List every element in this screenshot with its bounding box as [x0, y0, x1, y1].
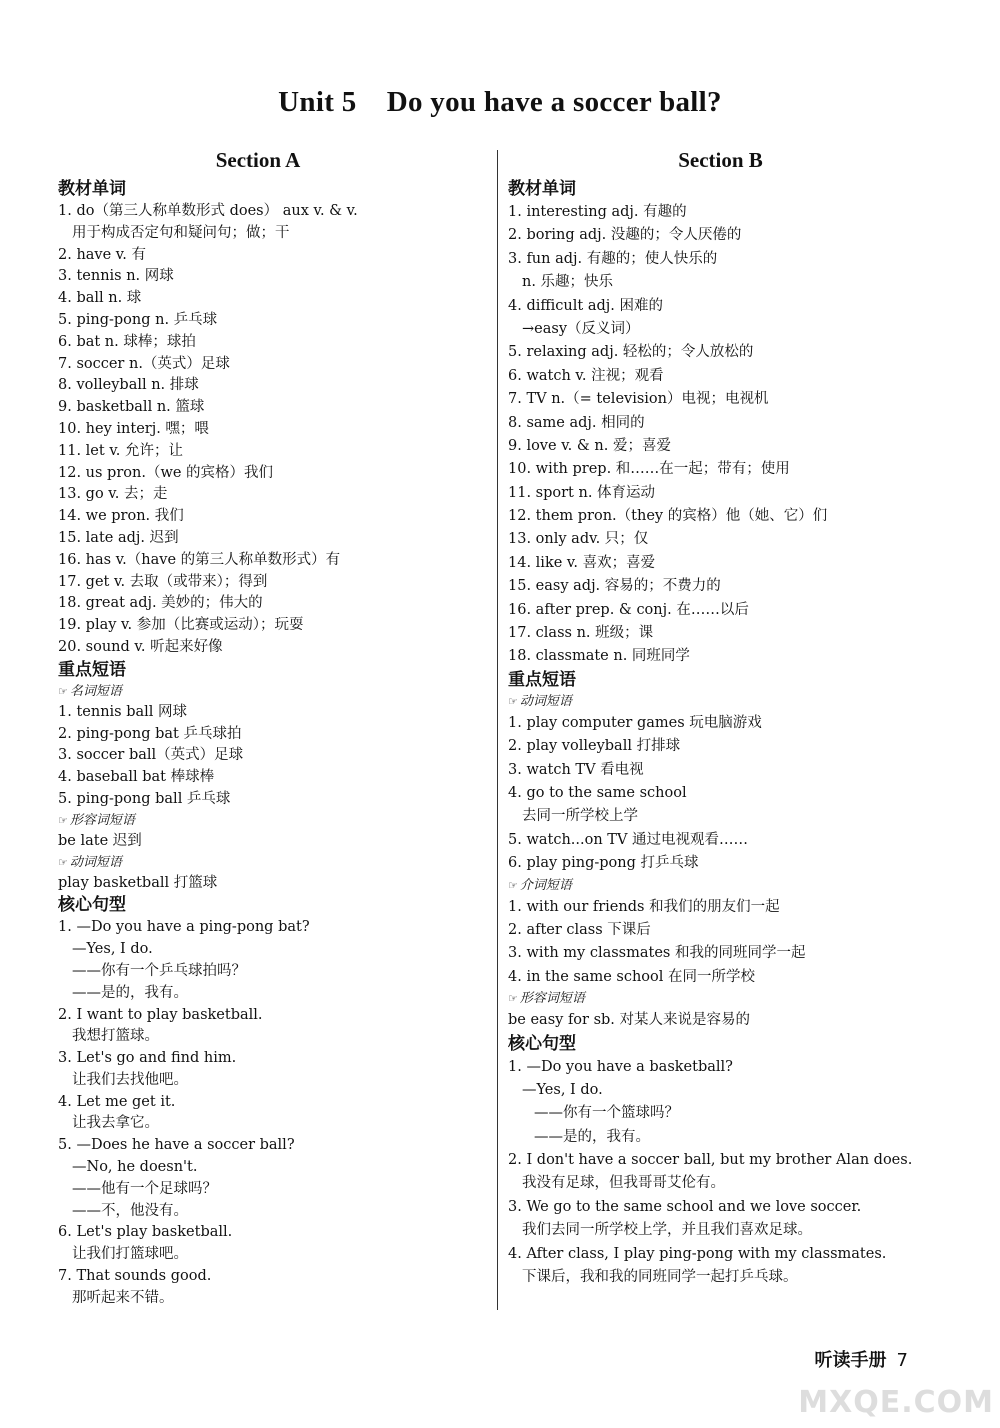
phrase-item: 1. play computer games 玩电脑游戏 — [508, 714, 762, 731]
vocab-item: 14. like v. 喜欢；喜爱 — [508, 554, 656, 571]
vocab-item: 2. have v. 有 — [58, 246, 146, 263]
vocab-item: 4. ball n. 球 — [58, 290, 142, 307]
vocab-item: 2. boring adj. 没趣的；令人厌倦的 — [508, 227, 742, 244]
vocab-item: 17. class n. 班级；课 — [508, 625, 654, 642]
sentence-line: 让我们去找他吧。 — [72, 1071, 188, 1088]
section-a — [58, 145, 488, 1310]
phrase-item: 2. play volleyball 打排球 — [508, 738, 681, 755]
verb-phrases-label: ☞ 动词短语 — [58, 854, 122, 870]
phrase-item: 3. watch TV 看电视 — [508, 761, 644, 778]
vocab-item: 15. late adj. 迟到 — [58, 529, 179, 546]
vocab-item: 1. interesting adj. 有趣的 — [508, 204, 687, 220]
sentence-line: 让我们打篮球吧。 — [72, 1246, 188, 1263]
sentence-line: —Yes, I do. — [522, 1081, 603, 1098]
sentence-line: —No, he doesn't. — [72, 1159, 198, 1176]
sentence-line: 下课后，我和我的同班同学一起打乒乓球。 — [522, 1269, 798, 1286]
arrow-icon: ☞ — [58, 684, 68, 698]
section-b-vocab-heading: 教材单词 — [508, 179, 576, 199]
phrase-item: 6. play ping-pong 打乒乓球 — [508, 855, 699, 872]
sentence-line: 2. I want to play basketball. — [58, 1006, 263, 1023]
vocab-item: 10. hey interj. 嘿；喂 — [58, 420, 209, 437]
sentence-line: ——是的，我有。 — [72, 984, 188, 1001]
vocab-item: →easy（反义词） — [522, 320, 640, 337]
vocab-item: 9. basketball n. 篮球 — [58, 399, 205, 416]
phrase-item: 2. after class 下课后 — [508, 921, 651, 938]
vocab-item: 11. let v. 允许；让 — [58, 442, 184, 459]
vocab-item: 13. only adv. 只；仅 — [508, 531, 649, 548]
vocab-item: 9. love v. & n. 爱；喜爱 — [508, 437, 671, 454]
vocab-item: 19. play v. 参加（比赛或运动）；玩耍 — [58, 617, 304, 634]
phrase-item: 1. with our friends 和我们的朋友们一起 — [508, 898, 780, 915]
sentence-line: 3. Let's go and find him. — [58, 1050, 237, 1067]
section-a-vocab-list — [58, 201, 488, 659]
column-divider — [497, 150, 498, 1310]
arrow-icon: ☞ — [508, 694, 518, 708]
section-a-title: Section A — [215, 148, 301, 172]
vocab-item: 3. tennis n. 网球 — [58, 268, 174, 285]
sentence-line: 4. After class, I play ping-pong with my classmates. — [508, 1245, 887, 1262]
arrow-icon: ☞ — [58, 813, 68, 827]
sentence-line: ——你有一个乒乓球拍吗？ — [72, 962, 246, 979]
phrase-item: 2. ping-pong bat 乒乓球拍 — [58, 725, 242, 742]
sentence-line: 我想打篮球。 — [72, 1028, 159, 1045]
arrow-icon: ☞ — [508, 878, 518, 892]
vocab-item: 1. do（第三人称单数形式 does） aux v. & v. — [58, 203, 358, 219]
phrase-item: 4. baseball bat 棒球棒 — [58, 769, 215, 786]
verb-phrases-label: ☞ 动词短语 — [508, 693, 572, 709]
adj-phrases-label: ☞ 形容词短语 — [508, 991, 585, 1007]
section-a-sentences-heading: 核心句型 — [58, 895, 126, 916]
sentence-line: 7. That sounds good. — [58, 1268, 212, 1285]
sentence-line: 那听起来不错。 — [72, 1289, 174, 1306]
arrow-icon: ☞ — [508, 992, 518, 1006]
vocab-item: 6. watch v. 注视；观看 — [508, 367, 664, 384]
phrase-item: be late 迟到 — [58, 832, 142, 849]
section-a-phrases-heading: 重点短语 — [58, 659, 126, 680]
vocab-item: 16. after prep. & conj. 在……以后 — [508, 601, 749, 618]
phrase-item: 5. watch...on TV 通过电视观看…… — [508, 831, 749, 848]
vocab-item: 用于构成否定句和疑问句；做；干 — [72, 224, 290, 241]
adj-phrases-label: ☞ 形容词短语 — [58, 812, 135, 828]
sentence-line: ——不，他没有。 — [72, 1202, 188, 1219]
phrase-item: 3. soccer ball（英式）足球 — [58, 747, 244, 764]
vocab-item: 16. has v.（have 的第三人称单数形式）有 — [58, 551, 341, 568]
vocab-item: 10. with prep. 和……在一起；带有；使用 — [508, 461, 790, 478]
vocab-item: 8. same adj. 相同的 — [508, 414, 645, 431]
vocab-item: 18. classmate n. 同班同学 — [508, 648, 690, 665]
phrase-item: 4. in the same school 在同一所学校 — [508, 968, 756, 985]
phrase-item: 去同一所学校上学 — [522, 808, 638, 825]
section-b-title: Section B — [678, 148, 763, 172]
vocab-item: 15. easy adj. 容易的；不费力的 — [508, 578, 721, 595]
sentence-line: 3. We go to the same school and we love soccer. — [508, 1198, 862, 1215]
phrase-item: 5. ping-pong ball 乒乓球 — [58, 790, 231, 807]
sentence-line: 我没有足球，但我哥哥艾伦有。 — [522, 1175, 725, 1192]
page-number: 7 — [896, 1350, 908, 1371]
sentence-line: 2. I don't have a soccer ball, but my brother Alan does. — [508, 1152, 913, 1169]
vocab-item: 6. bat n. 球棒；球拍 — [58, 333, 196, 350]
phrase-item: 4. go to the same school — [508, 784, 687, 801]
vocab-item: 8. volleyball n. 排球 — [58, 377, 199, 394]
vocab-item: 14. we pron. 我们 — [58, 508, 184, 525]
section-b-phrases-heading: 重点短语 — [508, 669, 576, 690]
phrase-item: 1. tennis ball 网球 — [58, 703, 188, 720]
section-b-sentences-heading: 核心句型 — [508, 1033, 576, 1054]
prep-phrases-label: ☞ 介词短语 — [508, 877, 572, 893]
vocab-item: 17. get v. 去取（或带来）；得到 — [58, 573, 268, 590]
phrase-item: play basketball 打篮球 — [58, 874, 218, 891]
page-footer — [815, 1346, 908, 1372]
section-b — [508, 145, 948, 1289]
sentence-line: ——是的，我有。 — [534, 1128, 650, 1145]
sentence-line: ——他有一个足球吗？ — [72, 1180, 217, 1197]
sentence-line: 4. Let me get it. — [58, 1093, 176, 1110]
sentence-line: 1. —Do you have a ping-pong bat? — [58, 919, 310, 936]
vocab-item: 20. sound v. 听起来好像 — [58, 638, 223, 655]
vocab-item: 18. great adj. 美妙的；伟大的 — [58, 595, 263, 612]
sentence-line: 1. —Do you have a basketball? — [508, 1058, 733, 1075]
vocab-item: n. 乐趣；快乐 — [522, 274, 614, 291]
vocab-item: 11. sport n. 体育运动 — [508, 484, 656, 501]
vocab-item: 13. go v. 去；走 — [58, 486, 168, 503]
arrow-icon: ☞ — [58, 855, 68, 869]
sentence-line: 5. —Does he have a soccer ball? — [58, 1137, 295, 1154]
vocab-item: 3. fun adj. 有趣的；使人快乐的 — [508, 250, 718, 267]
sentence-line: —Yes, I do. — [72, 941, 153, 958]
phrase-item: 3. with my classmates 和我的同班同学一起 — [508, 945, 806, 962]
sentence-line: ——你有一个篮球吗？ — [534, 1105, 679, 1122]
vocab-item: 12. them pron.（they 的宾格）他（她、它）们 — [508, 508, 828, 525]
vocab-item: 4. difficult adj. 困难的 — [508, 297, 663, 314]
vocab-item: 7. soccer n.（英式）足球 — [58, 355, 230, 372]
phrase-item: be easy for sb. 对某人来说是容易的 — [508, 1012, 751, 1029]
sentence-line: 让我去拿它。 — [72, 1115, 159, 1132]
footer-label: 听读手册 — [814, 1350, 887, 1371]
unit-title: Unit 5 Do you have a soccer ball? — [278, 86, 722, 118]
section-a-vocab-heading: 教材单词 — [58, 179, 126, 199]
sentence-line: 6. Let's play basketball. — [58, 1224, 233, 1241]
watermark: MXQE.COM — [798, 1385, 994, 1420]
vocab-item: 5. ping-pong n. 乒乓球 — [58, 311, 218, 328]
vocab-item: 5. relaxing adj. 轻松的；令人放松的 — [508, 344, 754, 361]
vocab-item: 12. us pron.（we 的宾格）我们 — [58, 464, 274, 481]
sentence-line: 我们去同一所学校上学，并且我们喜欢足球。 — [522, 1222, 812, 1239]
vocab-item: 7. TV n.（= television）电视；电视机 — [508, 391, 769, 408]
noun-phrases-label: ☞ 名词短语 — [58, 683, 122, 699]
